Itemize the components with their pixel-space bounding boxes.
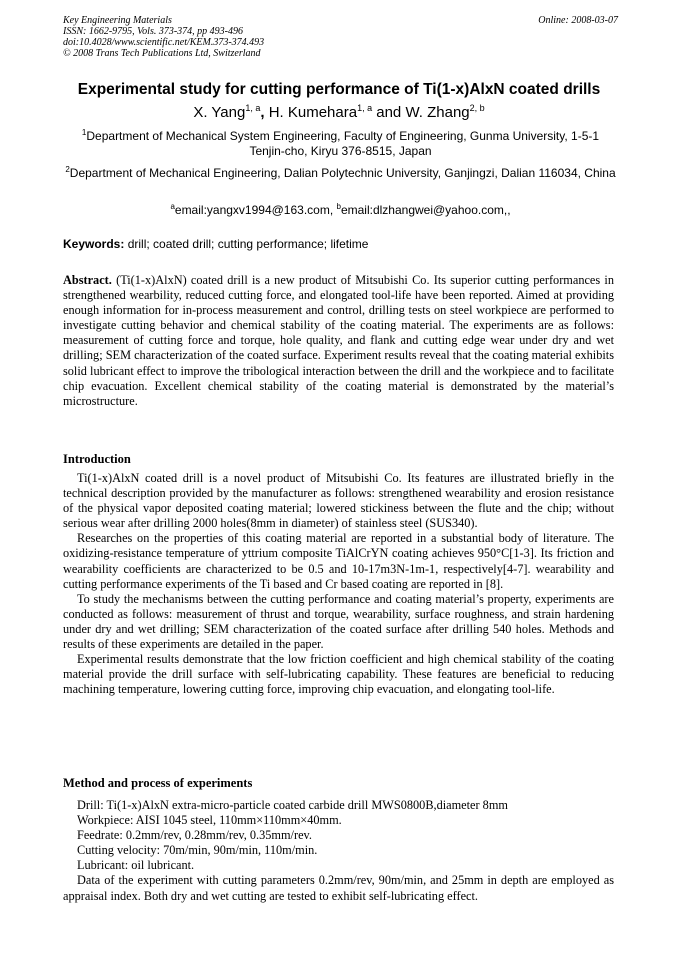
section-heading-introduction: Introduction	[63, 452, 131, 466]
paragraph: To study the mechanisms between the cutting performance and coating material’s property, experiments are conducted as follows: measurement of thrust and torque, wearability, surface roughness, and strain hardening under dry and wet drilling; SEM characterization of the coated surface after drilling 540 holes. Methods and results of these experiments are detailed in the paper.	[63, 591, 614, 652]
author-superscript: 1, a	[245, 103, 261, 113]
abstract	[63, 273, 614, 409]
email-superscript: a	[170, 202, 175, 211]
abstract-label: Abstract.	[63, 273, 112, 287]
author-separator: ,	[260, 104, 269, 121]
paragraph: Experimental results demonstrate that the low friction coefficient and high chemical stability of the coating material provide the drill surface with self-lubricating capability. These features are beneficial to reducing machining temperature, lowering cutting force, improving chip evacuation, and elongating tool-life.	[63, 652, 614, 697]
affiliation-1	[63, 129, 618, 159]
doi-line: doi:10.4028/www.scientific.net/KEM.373-374.493	[63, 37, 265, 48]
issn-line: ISSN: 1662-9795, Vols. 373-374, pp 493-496	[63, 26, 243, 37]
journal-header	[63, 15, 618, 59]
affiliation-text: Department of Mechanical Engineering, Dalian Polytechnic University, Ganjingzi, Dalian 116034, China	[69, 166, 616, 180]
paragraph: Ti(1-x)AlxN coated drill is a novel product of Mitsubishi Co. Its features are illustrated briefly in the technical description provided by the manufacturer as follows: strengthened wearability and erosion resistance of the physical vapor deposited coating material; lowered stickiness between the flute and the chip; without serious wear after drilling 2000 holes(8mm in diameter) of stainless steel (SUS340).	[63, 471, 614, 531]
affiliation-superscript: 1	[81, 128, 87, 137]
list-item: Drill: Ti(1-x)AlxN extra-micro-particle coated carbide drill MWS0800B,diameter 8mm	[77, 798, 508, 812]
keywords-text: drill; coated drill; cutting performance; lifetime	[124, 237, 369, 251]
author-name: H. Kumehara	[268, 104, 358, 121]
author-list	[40, 103, 638, 123]
keywords	[63, 237, 618, 252]
affiliation-text: Department of Mechanical System Engineering, Faculty of Engineering, Gunma University, 1-5-1 Tenjin-cho, Kiryu 376-8515, Japan	[86, 129, 600, 158]
introduction-body	[63, 471, 614, 697]
author-superscript: 2, b	[469, 103, 485, 113]
email-b: email:dlzhangwei@yahoo.com,,	[340, 203, 511, 217]
author-superscript: 1, a	[357, 103, 373, 113]
section-heading-methods: Method and process of experiments	[63, 776, 253, 790]
email-superscript: b	[336, 202, 341, 211]
abstract-text: (Ti(1-x)AlxN) coated drill is a new product of Mitsubishi Co. Its superior cutting performances in strengthened wearbility, reduced cutting force, and elongated tool-life have been reported. Aimed at providing enough information for in-process measurement and control, drilling tests on steel workpiece are performed to investigate cutting behavior and chemical stability of the coating material. The experiments are as follows: measurement of cutting force and torque, hole quality, and flank and cutting edge wear under dry and wet drilling; SEM characterization of the coated surface. Experiment results reveal that the coating material exhibits solid lubricant effect to improve the tribological interaction between the drill and the workpiece and to facilitate chip evacuation. Excellent chemical stability of the coating material is demonstrated by the material’s microstructure.	[63, 273, 614, 408]
list-item: Feedrate: 0.2mm/rev, 0.28mm/rev, 0.35mm/rev.	[77, 828, 312, 843]
copyright-line: © 2008 Trans Tech Publications Ltd, Switzerland	[63, 48, 261, 59]
journal-name: Key Engineering Materials	[63, 15, 172, 26]
list-item: Lubricant: oil lubricant.	[77, 858, 195, 873]
paragraph: Data of the experiment with cutting parameters 0.2mm/rev, 90m/min, and 25mm in depth are employed as appraisal index. Both dry and wet cutting are tested to exhibit self-lubricating effect.	[63, 873, 614, 903]
list-item: Cutting velocity: 70m/min, 90m/min, 110m/min.	[77, 843, 318, 858]
paper-title: Experimental study for cutting performance of Ti(1-x)AlxN coated drills	[77, 81, 601, 98]
email-a: email:yangxv1994@163.com,	[174, 203, 337, 217]
affiliation-2	[63, 166, 618, 181]
author-separator: and	[372, 104, 406, 121]
author-name: W. Zhang	[405, 104, 470, 121]
author-emails	[63, 203, 618, 218]
affiliation-superscript: 2	[65, 165, 70, 174]
methods-body	[63, 798, 614, 904]
author-name: X. Yang	[193, 104, 246, 121]
online-date: Online: 2008-03-07	[538, 15, 618, 26]
keywords-label: Keywords:	[63, 237, 125, 251]
list-item: Workpiece: AISI 1045 steel, 110mm×110mm×40mm.	[77, 813, 342, 828]
paragraph: Researches on the properties of this coating material are reported in a substantial body of literature. The oxidizing-resistance temperature of yttrium composite TiAlCrYN coating achieves 950°C[1-3]. Its friction and wearability coefficients are characterized to be 0.5 and 10-17m3N-1m-1, respectively[4-7]. wearability and cutting performance experiments of the Ti based and Cr based coating are reported in [8].	[63, 531, 614, 591]
